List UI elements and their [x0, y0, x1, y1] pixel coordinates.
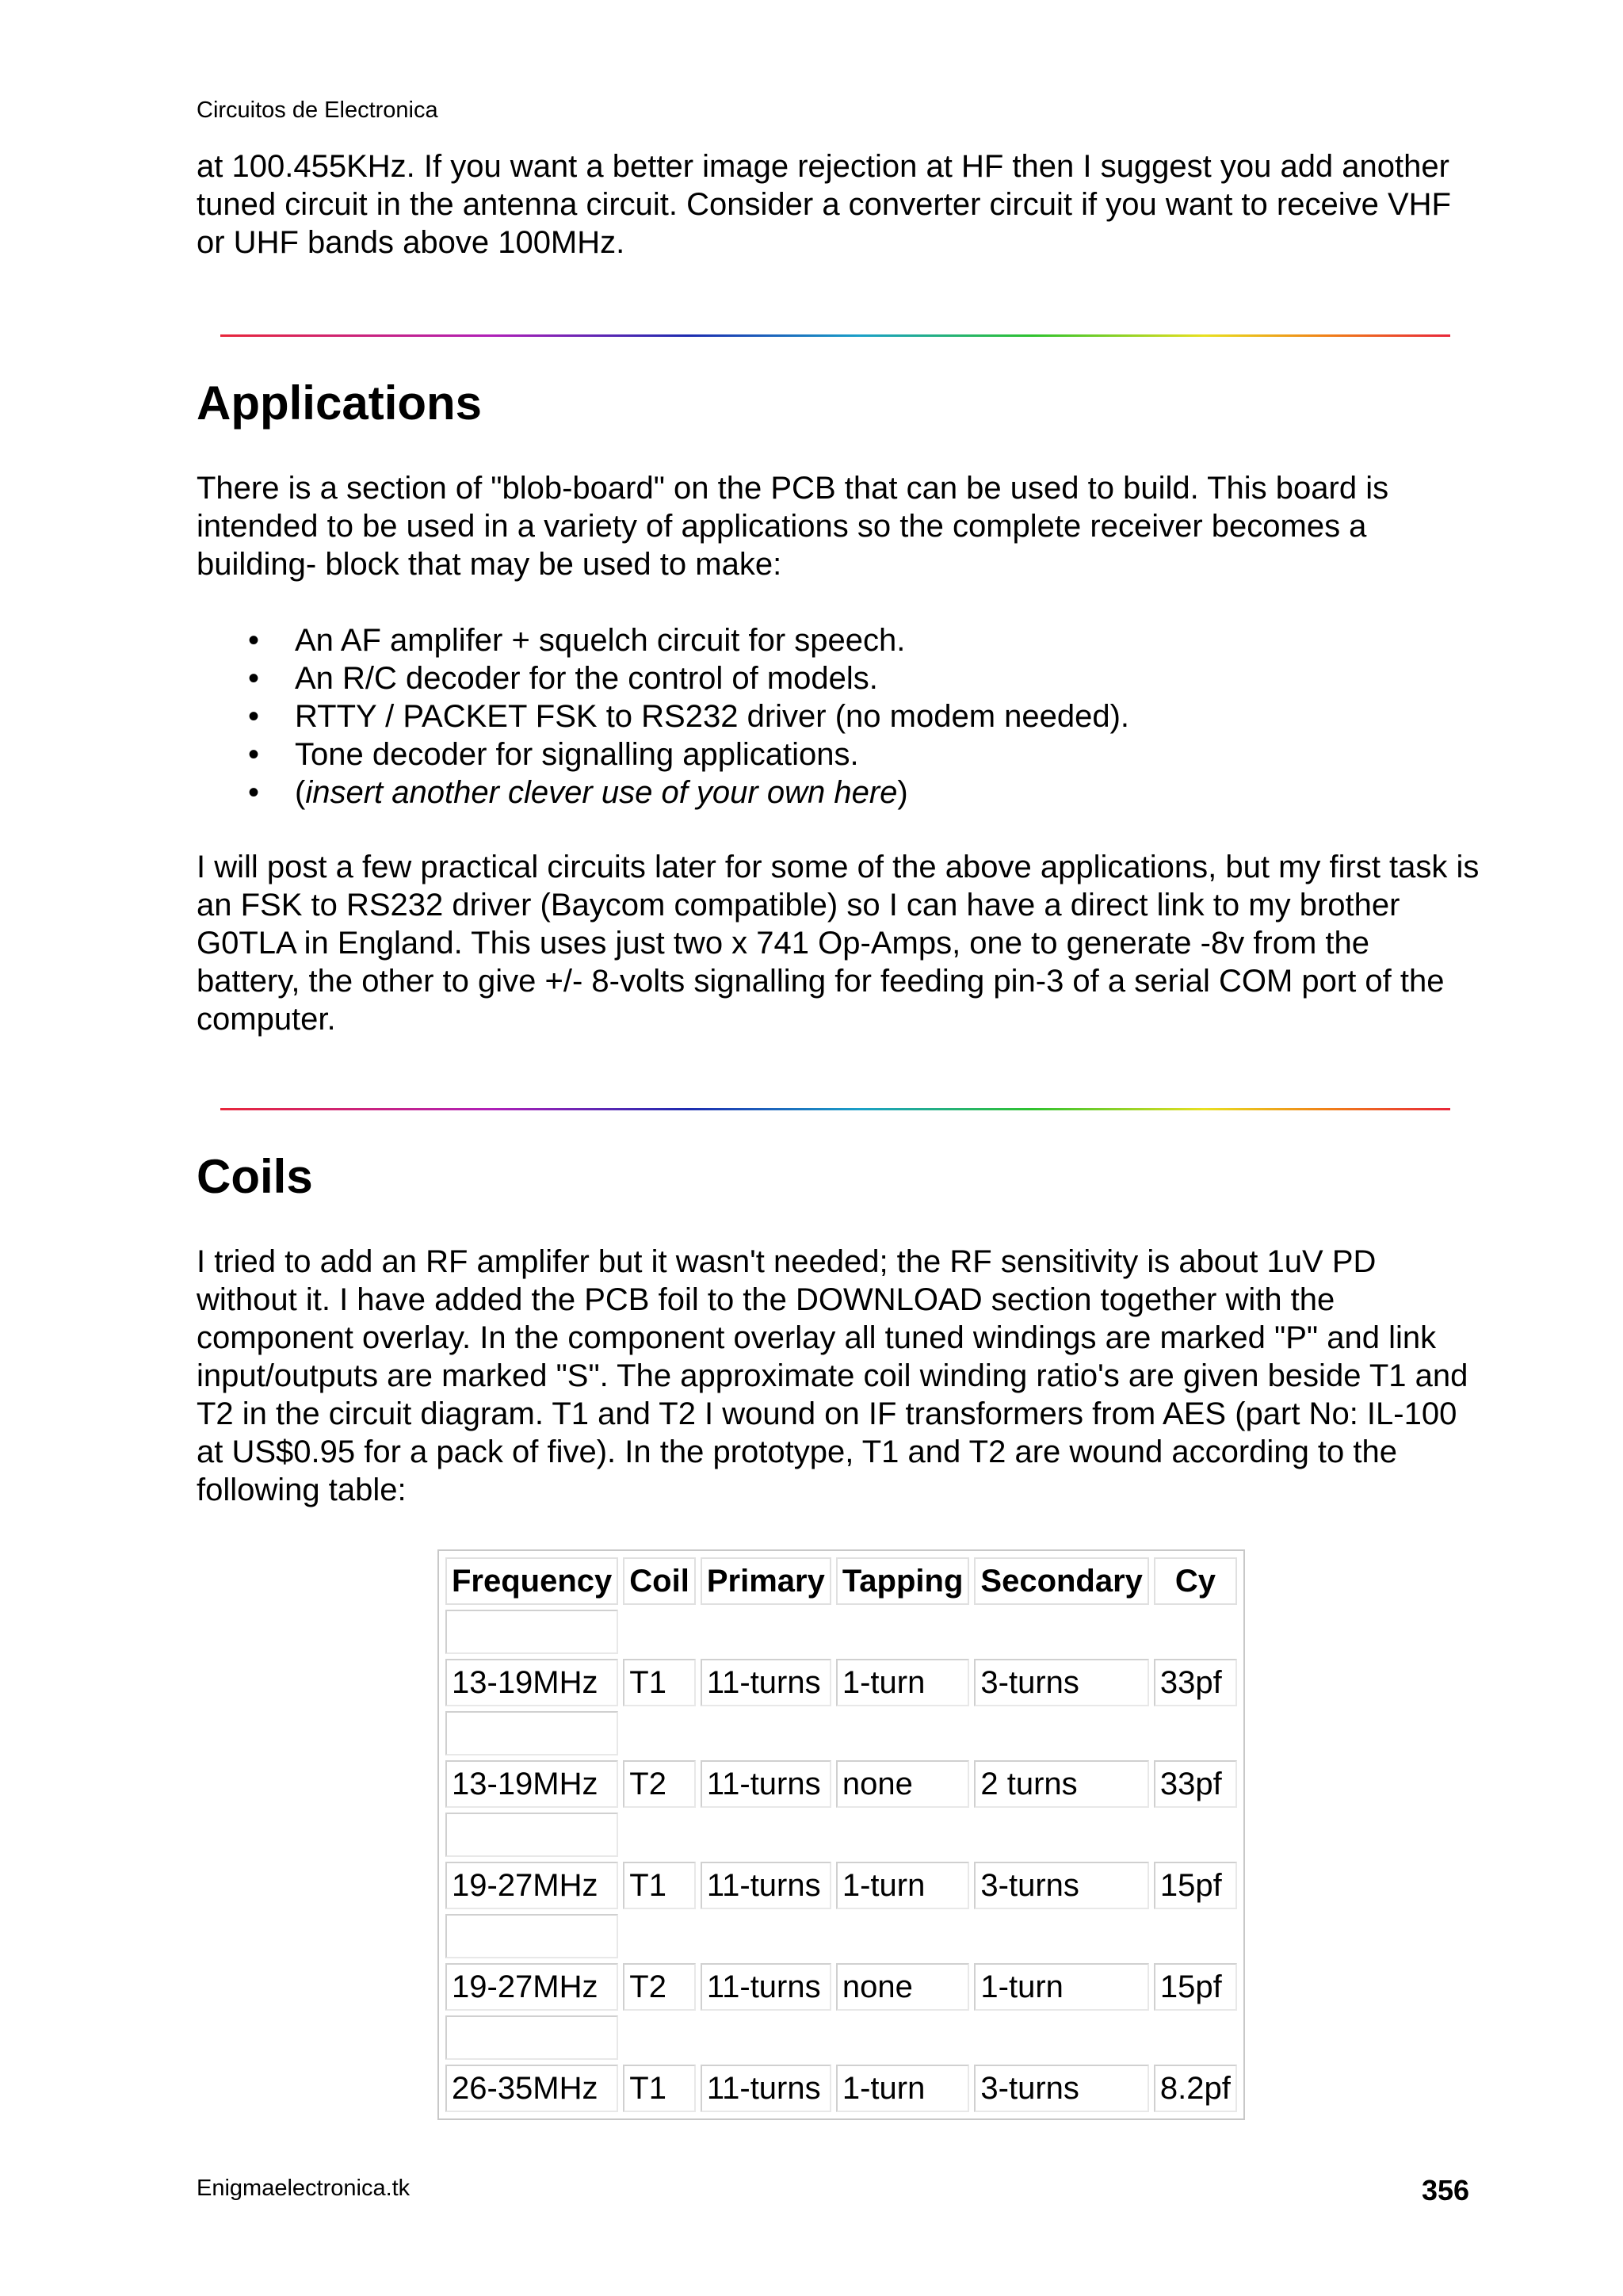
intro-paragraph: at 100.455KHz. If you want a better image rejection at HF then I suggest you add another tuned circuit in the antenna circuit. Consider a converter circuit if you want to receive VHF or UHF bands above 100MHz. [197, 149, 1451, 260]
table-spacer-row [445, 2015, 1237, 2060]
table-header-row [445, 1557, 1237, 1605]
cell-tapping: 1-turn [836, 2065, 970, 2112]
section-divider [220, 334, 1450, 337]
cell-frequency: 19-27MHz [445, 1963, 618, 2011]
table-spacer-row [445, 1813, 1237, 1857]
header-coil: Coil [623, 1557, 696, 1605]
cell-cy: 15pf [1154, 1963, 1237, 2011]
applications-paragraph: There is a section of "blob-board" on the PCB that can be used to build. This board is intended to be used in a variety of applications so the complete receiver becomes a building- block that may be used to make: [197, 471, 1389, 582]
bullet-icon: • [248, 623, 260, 658]
list-item: • An R/C decoder for the control of models. [248, 661, 878, 696]
cell-frequency: 19-27MHz [445, 1862, 618, 1909]
table-row [445, 1862, 1237, 1909]
section-divider [220, 1108, 1450, 1110]
cell-primary: 11-turns [701, 1862, 831, 1909]
cell-coil: T1 [623, 2065, 696, 2112]
header-frequency: Frequency [445, 1557, 618, 1605]
list-item: • Tone decoder for signalling applications. [248, 737, 859, 772]
list-item: • (insert another clever use of your own here) [248, 775, 908, 810]
empty-cell [445, 2015, 618, 2060]
applications-heading: Applications [197, 376, 483, 430]
empty-cell [445, 1914, 618, 1958]
list-item: • An AF amplifer + squelch circuit for speech. [248, 623, 906, 658]
coils-paragraph: I tried to add an RF amplifer but it wasn't needed; the RF sensitivity is about 1uV PD without it. I have added the PCB foil to the DOWNLOAD section together with the component overlay. In the component overlay all tuned windings are marked "P" and link input/outputs are marked "S". The approximate coil winding ratio's are given beside T1 and T2 in the circuit diagram. T1 and T2 I wound on IF transformers from AES (part No: IL-100 at US$0.95 for a pack of five). In the prototype, T1 and T2 are wound according to the following table: [197, 1244, 1468, 1507]
table-spacer-row [445, 1610, 1237, 1654]
table-row [445, 1760, 1237, 1808]
cell-cy: 33pf [1154, 1659, 1237, 1706]
cell-tapping: 1-turn [836, 1659, 970, 1706]
header-primary: Primary [701, 1557, 831, 1605]
cell-cy: 8.2pf [1154, 2065, 1237, 2112]
fsk-paragraph: I will post a few practical circuits later for some of the above applications, but my first task is an FSK to RS232 driver (Baycom compatible) so I can have a direct link to my brother G0TLA in England. This uses just two x 741 Op-Amps, one to generate -8v from the battery, the other to give +/- 8-volts signalling for feeding pin-3 of a serial COM port of the computer. [197, 850, 1480, 1037]
coils-heading: Coils [197, 1150, 313, 1203]
header-secondary: Secondary [974, 1557, 1149, 1605]
cell-cy: 15pf [1154, 1862, 1237, 1909]
cell-coil: T2 [623, 1963, 696, 2011]
bullet-icon: • [248, 699, 260, 734]
cell-frequency: 13-19MHz [445, 1659, 618, 1706]
footer-site: Enigmaelectronica.tk [197, 2176, 411, 2201]
table-spacer-row [445, 1711, 1237, 1755]
bullet-icon: • [248, 737, 260, 772]
empty-cell [445, 1813, 618, 1857]
cell-primary: 11-turns [701, 2065, 831, 2112]
cell-primary: 11-turns [701, 1760, 831, 1808]
cell-coil: T1 [623, 1659, 696, 1706]
cell-cy: 33pf [1154, 1760, 1237, 1808]
cell-secondary: 3-turns [974, 1862, 1149, 1909]
cell-tapping: 1-turn [836, 1862, 970, 1909]
cell-coil: T2 [623, 1760, 696, 1808]
table-row [445, 1963, 1237, 2011]
empty-cell [445, 1711, 618, 1755]
cell-secondary: 3-turns [974, 2065, 1149, 2112]
table-row [445, 2065, 1237, 2112]
empty-cell [445, 1610, 618, 1654]
table-spacer-row [445, 1914, 1237, 1958]
cell-primary: 11-turns [701, 1963, 831, 2011]
bullet-icon: • [248, 661, 260, 696]
page-number: 356 [1422, 2174, 1470, 2206]
coil-winding-table [437, 1549, 1245, 2120]
bullet-icon: • [248, 775, 260, 810]
cell-primary: 11-turns [701, 1659, 831, 1706]
list-item: • RTTY / PACKET FSK to RS232 driver (no modem needed). [248, 699, 1130, 734]
applications-list [197, 621, 1129, 812]
running-header: Circuitos de Electronica [197, 97, 438, 123]
cell-coil: T1 [623, 1862, 696, 1909]
cell-secondary: 1-turn [974, 1963, 1149, 2011]
header-tapping: Tapping [836, 1557, 970, 1605]
cell-secondary: 3-turns [974, 1659, 1149, 1706]
cell-tapping: none [836, 1760, 970, 1808]
cell-tapping: none [836, 1963, 970, 2011]
table-row [445, 1659, 1237, 1706]
cell-frequency: 13-19MHz [445, 1760, 618, 1808]
header-cy: Cy [1154, 1557, 1237, 1605]
cell-secondary: 2 turns [974, 1760, 1149, 1808]
cell-frequency: 26-35MHz [445, 2065, 618, 2112]
